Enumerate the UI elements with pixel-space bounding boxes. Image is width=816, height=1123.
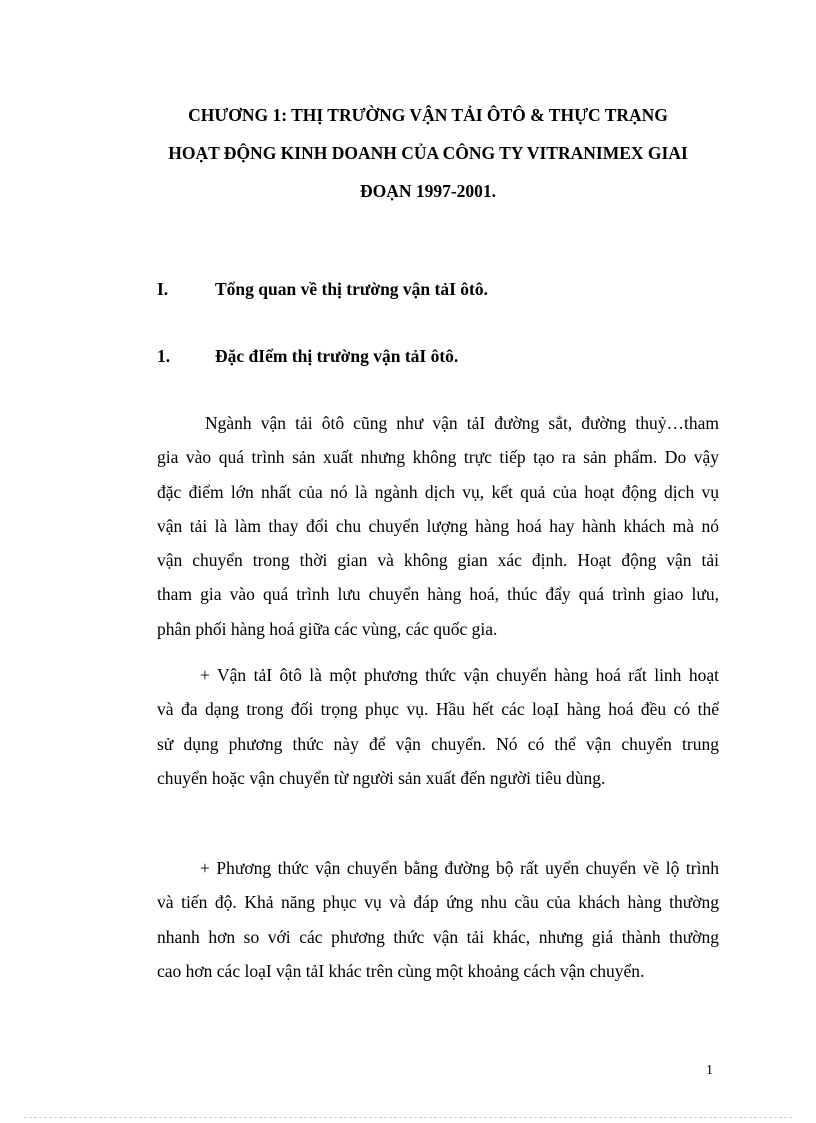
chapter-title-line: ĐOẠN 1997-2001. — [359, 181, 497, 201]
page-number: 1 — [706, 1063, 713, 1078]
paragraph-line: chuyển hoặc vận chuyển từ người sản xuất đến người tiêu dùng. — [157, 767, 606, 788]
paragraph-line: vận chuyển trong thời gian và không gian xác định. Hoạt động vận tải — [157, 550, 719, 571]
body-paragraph — [157, 658, 719, 795]
subsection-heading — [157, 344, 458, 368]
paragraph-line: cao hơn các loạI vận tảI khác trên cùng một khoảng cách vận chuyển. — [157, 960, 645, 981]
page-bottom-divider — [24, 1117, 792, 1118]
subsection-number: 1. — [157, 346, 171, 366]
paragraph-line: + Vận tảI ôtô là một phương thức vận chuyển hàng hoá rất linh hoạt — [200, 665, 719, 685]
body-paragraph — [157, 851, 719, 988]
paragraph-line: Ngành vận tải ôtô cũng như vận tảI đường sắt, đường thuỷ…tham — [205, 413, 719, 433]
chapter-title-line: CHƯƠNG 1: THỊ TRƯỜNG VẬN TẢI ÔTÔ & THỰC TRẠNG — [188, 105, 668, 125]
paragraph-line: gia vào quá trình sản xuất nhưng không trực tiếp tạo ra sản phẩm. Do vậy — [157, 447, 719, 468]
section-title: Tổng quan về thị trường vận tảI ôtô. — [215, 279, 489, 299]
chapter-title — [130, 96, 726, 210]
paragraph-line: + Phương thức vận chuyển bằng đường bộ rất uyển chuyển về lộ trình — [200, 858, 719, 878]
paragraph-line: tham gia vào quá trình lưu chuyển hàng hoá, thúc đẩy quá trình giao lưu, — [157, 584, 719, 605]
section-heading — [157, 277, 488, 301]
paragraph-line: và tiến độ. Khả năng phục vụ và đáp ứng nhu cầu của khách hàng thường — [157, 892, 719, 913]
chapter-title-line: HOẠT ĐỘNG KINH DOANH CỦA CÔNG TY VITRANIMEX GIAI — [168, 143, 688, 163]
paragraph-line: phân phối hàng hoá giữa các vùng, các quốc gia. — [157, 618, 498, 639]
paragraph-line: vận tải là làm thay đổi chu chuyển lượng hàng hoá hay hành khách mà nó — [157, 515, 719, 536]
subsection-title: Đặc đIểm thị trường vận tảI ôtô. — [215, 346, 459, 366]
paragraph-line: đặc điểm lớn nhất của nó là ngành dịch vụ, kết quả của hoạt động dịch vụ — [157, 481, 719, 502]
section-number: I. — [157, 279, 169, 299]
body-paragraph — [157, 406, 719, 646]
paragraph-line: và đa dạng trong đối trọng phục vụ. Hầu hết các loạI hàng hoá đều có thể — [157, 699, 719, 720]
paragraph-line: sử dụng phương thức này để vận chuyển. Nó có thể vận chuyển trung — [157, 733, 719, 754]
paragraph-line: nhanh hơn so với các phương thức vận tải khác, nhưng giá thành thường — [157, 926, 719, 947]
